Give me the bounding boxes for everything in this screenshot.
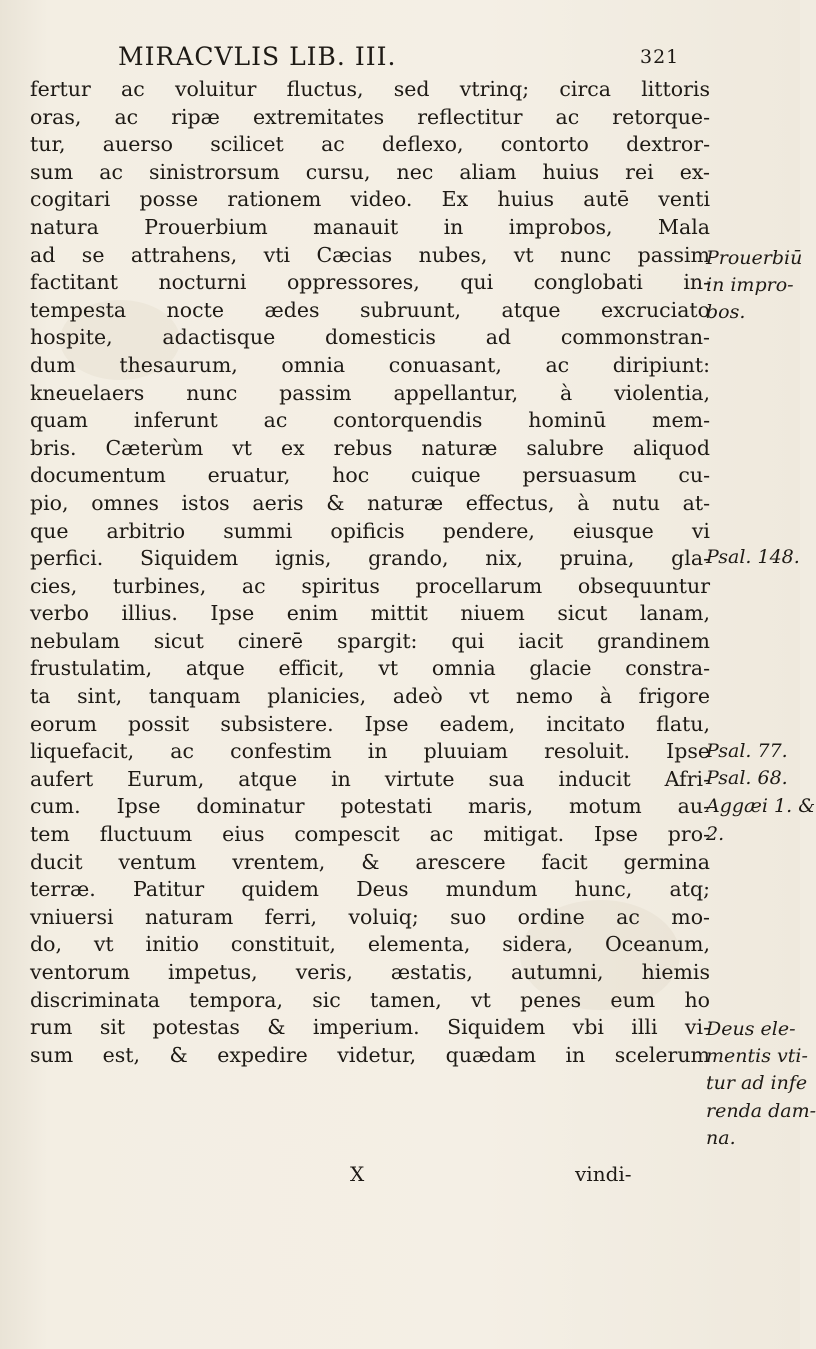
margin-note: na. bbox=[706, 1127, 736, 1149]
text-line: hospite, adactisque domesticis ad commonstran- bbox=[30, 325, 710, 350]
text-line: rum sit potestas & imperium. Siquidem vbi illi vi- bbox=[30, 1015, 710, 1040]
margin-note: renda dam- bbox=[706, 1100, 816, 1122]
margin-note: Psal. 77. bbox=[706, 740, 788, 762]
text-line: que arbitrio summi opificis pendere, eiusque vi bbox=[30, 518, 710, 543]
text-line: factitant nocturni oppressores, qui conglobati in- bbox=[30, 270, 710, 295]
text-line: tem fluctuum eius compescit ac mitigat. Ipse pro- bbox=[30, 822, 710, 847]
page-number: 321 bbox=[640, 46, 680, 68]
text-line: nebulam sicut cinerē spargit: qui iacit grandinem bbox=[30, 628, 710, 653]
text-line: oras, ac ripæ extremitates reflectitur ac retorque- bbox=[30, 104, 710, 129]
text-line: dum thesaurum, omnia conuasant, ac diripiunt: bbox=[30, 352, 710, 377]
margin-note: mentis vti- bbox=[706, 1045, 808, 1067]
text-line: verbo illius. Ipse enim mittit niuem sicut lanam, bbox=[30, 601, 710, 626]
text-line: vniuersi naturam ferri, voluiq; suo ordine ac mo- bbox=[30, 904, 710, 929]
text-line: natura Prouerbium manauit in improbos, Mala bbox=[30, 214, 710, 239]
text-line: perfici. Siquidem ignis, grando, nix, pruina, gla- bbox=[30, 546, 710, 571]
text-line: aufert Eurum, atque in virtute sua inducit Afri- bbox=[30, 766, 710, 791]
margin-note: Aggæi 1. & bbox=[706, 795, 816, 817]
margin-note: 2. bbox=[706, 823, 725, 845]
running-head-title: MIRACVLIS LIB. III. bbox=[118, 42, 397, 71]
text-line: cogitari posse rationem video. Ex huius autē venti bbox=[30, 187, 710, 212]
text-line: documentum eruatur, hoc cuique persuasum cu- bbox=[30, 463, 710, 488]
text-line: cum. Ipse dominatur potestati maris, motum au- bbox=[30, 794, 710, 819]
margin-note: tur ad infe bbox=[706, 1072, 808, 1094]
text-line: frustulatim, atque efficit, vt omnia glacie constra- bbox=[30, 656, 710, 681]
text-line: do, vt initio constituit, elementa, sidera, Oceanum, bbox=[30, 932, 710, 957]
text-line: terræ. Patitur quidem Deus mundum hunc, atq; bbox=[30, 877, 710, 902]
margin-note: bos. bbox=[706, 301, 746, 323]
text-line: quam inferunt ac contorquendis hominū mem- bbox=[30, 408, 710, 433]
text-line: ventorum impetus, veris, æstatis, autumni, hiemis bbox=[30, 960, 710, 984]
margin-note: Psal. 68. bbox=[706, 767, 788, 789]
margin-note: Deus ele- bbox=[706, 1018, 796, 1040]
text-line: eorum possit subsistere. Ipse eadem, incitato flatu, bbox=[30, 711, 710, 736]
text-line: liquefacit, ac confestim in pluuiam resoluit. Ipse bbox=[30, 739, 710, 764]
catchword: vindi- bbox=[575, 1162, 632, 1186]
text-line: sum est, & expedire videtur, quædam in scelerum bbox=[30, 1042, 710, 1067]
margin-note: in impro- bbox=[706, 274, 794, 296]
text-line: sum ac sinistrorsum cursu, nec aliam huius rei ex- bbox=[30, 159, 710, 184]
text-line: kneuelaers nunc passim appellantur, à violentia, bbox=[30, 380, 710, 405]
text-line: discriminata tempora, sic tamen, vt penes eum ho bbox=[30, 987, 710, 1012]
text-line: ta sint, tanquam planicies, adeò vt nemo à frigore bbox=[30, 684, 710, 709]
text-line: tur, auerso scilicet ac deflexo, contorto dextror- bbox=[30, 132, 710, 157]
text-line: tempesta nocte ædes subruunt, atque excruciato bbox=[30, 297, 710, 322]
text-line: ad se attrahens, vti Cæcias nubes, vt nunc passim bbox=[30, 242, 710, 267]
running-head bbox=[110, 42, 710, 71]
signature-mark: X bbox=[350, 1162, 365, 1186]
body-text bbox=[30, 76, 710, 1069]
text-line: ducit ventum vrentem, & arescere facit germina bbox=[30, 849, 710, 874]
margin-note: Prouerbiū bbox=[706, 247, 803, 269]
text-line: bris. Cæterùm vt ex rebus naturæ salubre aliquod bbox=[30, 435, 710, 460]
text-line: pio, omnes istos aeris & naturæ effectus, à nutu at- bbox=[30, 490, 710, 515]
text-line: fertur ac voluitur fluctus, sed vtrinq; circa littoris bbox=[30, 77, 710, 101]
text-line: cies, turbines, ac spiritus procellarum obsequuntur bbox=[30, 573, 710, 598]
margin-note: Psal. 148. bbox=[706, 546, 800, 568]
